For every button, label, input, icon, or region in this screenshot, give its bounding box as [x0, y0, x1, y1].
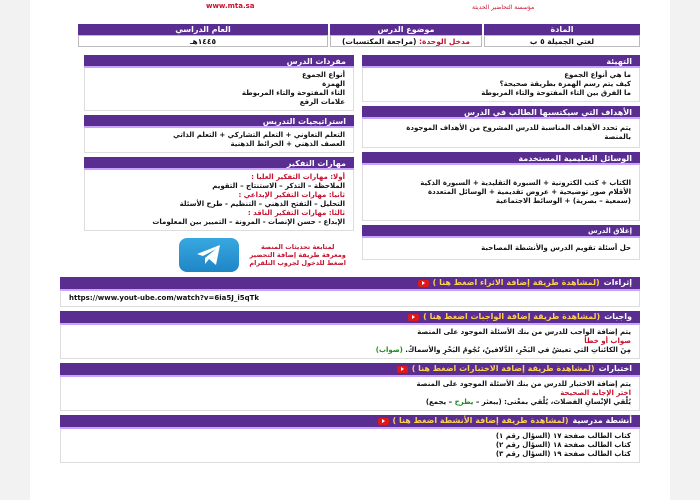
telegram-line: لمتابعة تحديثات المنصة: [260, 243, 335, 251]
intro-line: ما الفرق بين التاء المفتوحة والتاء المربوطة: [481, 89, 631, 97]
enrich-title: إثراءات: [603, 278, 632, 287]
intro-line: كيف يتم رسم الهمزة بطريقة صحيحة؟: [499, 80, 631, 88]
left-column: [84, 55, 354, 273]
tests-header: [60, 363, 640, 377]
telegram-line: اضغط للدخول لجروب التلقرام: [249, 259, 346, 267]
intro-body: [362, 68, 640, 102]
tests-choose: اختر الإجابة الصحيحة: [560, 389, 631, 397]
vocab-line: التاء المفتوحة والتاء المربوطة: [241, 89, 345, 97]
lesson-plan-page: [30, 0, 670, 500]
telegram-promo[interactable]: [84, 237, 354, 273]
media-line: (سمعية – بصرية) + الوسائط الاجتماعية: [495, 197, 631, 205]
thinking-critical: الإبداع - حسن الإنصات - المرونة – التمييز بين المعلومات: [152, 218, 345, 226]
strategies-box: [84, 115, 354, 153]
topic-value-wrap: [330, 35, 482, 47]
tests-body: [60, 377, 640, 411]
tests-section: [60, 363, 640, 411]
youtube-icon[interactable]: [408, 314, 419, 321]
thinking-title: مهارات التفكير: [84, 157, 354, 170]
enrich-header: [60, 277, 640, 291]
vocab-line: علامات الرفع: [299, 98, 345, 106]
topic-value: (مراجعة المكتسبات): [342, 37, 417, 46]
subject-label: المادة: [484, 24, 640, 35]
activities-header: [60, 415, 640, 429]
activities-howto-link[interactable]: (لمشاهدة طريقة إضافة الأنشطة اضغط هنا ): [392, 416, 569, 425]
strategies-title: استراتيجيات التدريس: [84, 115, 354, 128]
telegram-text[interactable]: [249, 243, 346, 267]
year-label: العام الدراسي: [78, 24, 328, 35]
homework-line: يتم إضافة الواجب للدرس من بنك الأسئلة الموجود على المنصة: [417, 328, 631, 336]
media-body: [362, 165, 640, 221]
year-cell: [78, 24, 328, 47]
media-box: [362, 152, 640, 221]
media-line: الأقلام صور توضيحية + عروض تقديمية + الوسائل المتعددة: [428, 188, 631, 196]
top-bar: [60, 0, 640, 14]
youtube-icon[interactable]: [418, 280, 429, 287]
tests-line: يتم إضافة الاختبار للدرس من بنك الأسئلة الموجود على المنصة: [416, 380, 631, 388]
tests-question: يُلْقي الإنْسانِ الفضلاتَ، يُلْقي بمعْنى: (يبعثر –: [475, 398, 631, 406]
goals-title: الأهداف التي سيكتسبها الطالب في الدرس: [362, 106, 640, 119]
homework-title: واجبات: [604, 312, 632, 321]
enrich-howto-link[interactable]: (لمشاهدة طريقة إضافة الاثراء اضغط هنا ): [432, 278, 600, 287]
vocab-box: [84, 55, 354, 111]
enrich-url[interactable]: https://www.yout-ube.com/watch?v=6ia5J_i5qTk: [60, 291, 640, 307]
telegram-icon[interactable]: [179, 238, 239, 272]
thinking-body: [84, 170, 354, 231]
closing-box: [362, 225, 640, 260]
intro-line: ما هي أنواع الجموع: [564, 71, 631, 79]
goals-line: يتم تحدد الأهداف المناسبة للدرس المشروح من الأهداف الموجودة: [406, 124, 631, 132]
goals-line: بالمنصة: [604, 133, 631, 141]
activities-section: [60, 415, 640, 463]
goals-box: [362, 106, 640, 148]
subject-cell: [484, 24, 640, 47]
tests-title: اختبارات: [598, 364, 632, 373]
thinking-creative: التحليل – التفتح الذهني – التنظيم - طرح الأسئلة: [179, 200, 345, 208]
goals-body: [362, 119, 640, 148]
thinking-high-label: أولا: مهارات التفكير العليا :: [251, 173, 345, 181]
homework-header: [60, 311, 640, 325]
activities-body: [60, 429, 640, 463]
thinking-box: [84, 157, 354, 231]
activities-line: كتاب الطالب صفحة ١٧ (السؤال رقم ١): [495, 432, 631, 440]
topic-prefix: مدخل الوحدة:: [419, 37, 470, 46]
closing-body: [362, 238, 640, 260]
media-line: الكتاب + كتب الكترونية + السبورة التقليدية + السبورة الذكية: [420, 179, 631, 187]
activities-title: أنشطة مدرسية: [572, 416, 632, 425]
topic-cell: [330, 24, 482, 47]
thinking-creative-label: ثانيا: مهارات التفكير الإبداعي :: [238, 191, 345, 199]
homework-body: [60, 325, 640, 359]
homework-section: [60, 311, 640, 359]
tests-howto-link[interactable]: (لمشاهدة طريقة إضافة الاختبارات اضغط هنا ): [411, 364, 595, 373]
tests-rest: – يجمع): [425, 398, 453, 406]
activities-line: كتاب الطالب صفحة ١٨ (السؤال رقم ٢): [495, 441, 631, 449]
header-table: [60, 24, 640, 47]
strategies-line: العصف الذهني + الخرائط الذهنية: [230, 140, 345, 148]
org-name: مؤسسة التحاضير الحديثة: [472, 4, 535, 11]
intro-box: [362, 55, 640, 102]
homework-answer: (صواب): [375, 346, 403, 354]
homework-question-row: [69, 346, 631, 355]
media-title: الوسائل التعليمية المستخدمة: [362, 152, 640, 165]
two-column-section: [60, 55, 640, 273]
intro-title: التهيئة: [362, 55, 640, 68]
strategies-body: [84, 128, 354, 153]
tests-question-row: [69, 398, 631, 407]
right-column: [362, 55, 640, 273]
subject-value: لغتي الجميلة ٥ ب: [484, 35, 640, 47]
homework-howto-link[interactable]: (لمشاهدة طريقة إضافة الواجبات اضغط هنا ): [423, 312, 601, 321]
vocab-line: أنواع الجموع: [302, 71, 345, 79]
youtube-icon[interactable]: [397, 366, 408, 373]
year-value: ١٤٤٥هـ: [78, 35, 328, 47]
homework-tf: صواب أو خطأ: [584, 337, 631, 345]
thinking-critical-label: ثالثا: مهارات التفكير الناقد :: [247, 209, 345, 217]
closing-title: إغلاق الدرس: [362, 225, 640, 238]
youtube-icon[interactable]: [378, 418, 389, 425]
thinking-high: الملاحظة – التذكر – الاستنتاج – التقويم: [212, 182, 345, 190]
strategies-line: التعلم التعاوني + التعلم التشاركي + التعلم الذاتي: [173, 131, 345, 139]
closing-line: حل أسئلة تقويم الدرس والأنشطة المصاحبة: [481, 244, 631, 252]
homework-question: مِنَ الكائناتِ التي تعيشُ في البَحْرِ، الدَّلافينُ، نُجُومُ البَحْرِ والأسماكُ.: [405, 346, 631, 354]
tests-correct: يطرح: [454, 398, 474, 406]
topic-label: موضوع الدرس: [330, 24, 482, 35]
vocab-body: [84, 68, 354, 111]
activities-line: كتاب الطالب صفحة ١٩ (السؤال رقم ٣): [495, 450, 631, 458]
vocab-line: الهمزة: [322, 80, 345, 88]
vocab-title: مفردات الدرس: [84, 55, 354, 68]
telegram-line: ومعرفة طريقة إضافة التحضير: [249, 251, 346, 259]
site-url[interactable]: www.mta.sa: [206, 2, 255, 10]
enrich-section: [60, 277, 640, 307]
